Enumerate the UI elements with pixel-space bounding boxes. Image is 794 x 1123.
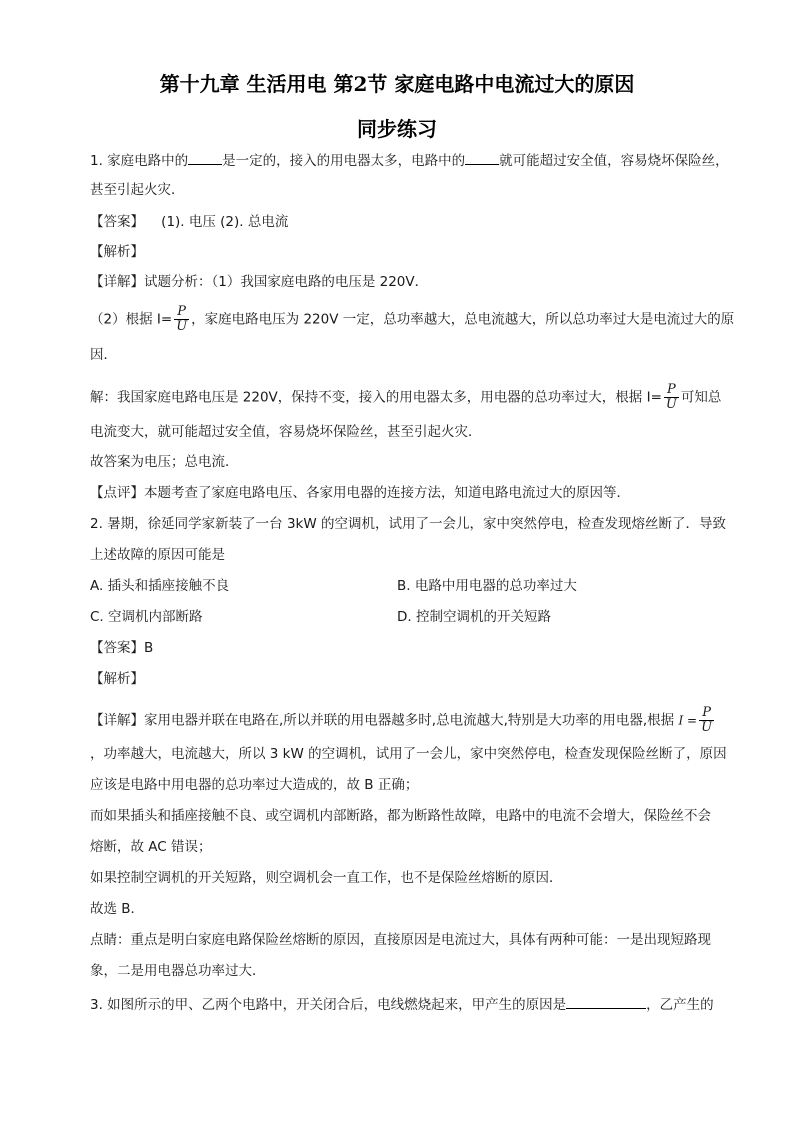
q1-detail-2: （2）根据 I= $\frac{P}{U}$ ，家庭电路电压为 220V 一定，总功率越大，总电流越大，所以总功率过大是电流过大的原 [90,304,735,334]
q1-analysis-tag: 【解析】 [90,244,144,260]
q2-detail-1: 【详解】家用电器并联在电路在,所以并联的用电器越多时,总电流越大,特别是大功率的用电器,根据 I = $\frac{P}{U}$ [90,705,713,735]
q1-final: 故答案为电压；总电流． [90,454,239,470]
q2-options-row-2 [90,607,720,627]
q1-detail-1: 【详解】试题分析：（1）我国家庭电路的电压是 220V． [90,274,429,290]
q2-analysis-tag: 【解析】 [90,671,144,687]
page-title: 第十九章 生活用电 第2节 家庭电路中电流过大的原因 [159,72,635,96]
q1-answer: 【答案】 (1). 电压 (2). 总电流 [90,214,289,230]
q2-detail-3: 应该是电路中用电器的总功率过大造成的，故 B 正确； [90,777,419,793]
page-subtitle: 同步练习 [357,117,437,141]
q1-line-1: 1. 家庭电路中的 是一定的，接入的用电器太多，电路中的 就可能超过安全值，容易烧坏保险丝， [90,150,720,171]
q2-point-1: 点睛：重点是明白家庭电路保险丝熔断的原因，直接原因是电流过大，具体有两种可能：一是出现短路现 [90,932,711,948]
q2-line-2: 上述故障的原因可能是 [90,547,225,563]
q2-option-d: D. 控制空调机的开关短路 [397,609,551,625]
q2-line-1: 2. 暑期，徐延同学家新装了一台 3kW 的空调机，试用了一会儿，家中突然停电，检查发现熔丝断了．导致 [90,516,727,532]
q2-option-b: B. 电路中用电器的总功率过大 [397,578,577,594]
q1-blank-2 [465,150,499,165]
q1-blank-1 [188,150,222,165]
q2-detail-2: ，功率越大，电流越大，所以 3 kW 的空调机，试用了一会儿，家中突然停电，检查发现保险丝断了，原因 [90,746,727,762]
q2-option-c: C. 空调机内部断路 [90,609,203,625]
formula-fraction: $\frac{P}{U}$ [176,304,188,334]
q1-solution-1: 解：我国家庭电路电压是 220V，保持不变，接入的用电器太多，用电器的总功率过大，根据 I= $\frac{P}{U}$ 可知总 [90,382,722,412]
q2-detail-6: 如果控制空调机的开关短路，则空调机会一直工作，也不是保险丝熔断的原因． [90,870,563,886]
q1-solution-2: 电流变大，就可能超过安全值，容易烧坏保险丝，甚至引起火灾． [90,424,482,440]
q1-line-2: 甚至引起火灾． [90,182,185,198]
q3-line-1: 3. 如图所示的甲、乙两个电路中，开关闭合后，电线燃烧起来，甲产生的原因是 ，乙产生的 [90,994,720,1015]
q1-comment: 【点评】本题考查了家庭电路电压、各家用电器的连接方法，知道电路电流过大的原因等． [90,485,630,501]
q3-blank-1 [566,994,646,1009]
q2-answer: 【答案】B [90,640,154,656]
q2-point-2: 象，二是用电器总功率过大． [90,963,266,979]
q2-option-a: A. 插头和插座接触不良 [90,578,230,594]
q2-detail-5: 熔断，故 AC 错误； [90,839,212,855]
q2-detail-7: 故选 B． [90,901,145,917]
formula-fraction: $\frac{P}{U}$ [701,705,713,735]
q1-detail-3: 因． [90,347,117,363]
q2-detail-4: 而如果插头和插座接触不良、或空调机内部断路，都为断路性故障，电路中的电流不会增大，保险丝不会 [90,808,711,824]
formula-fraction: $\frac{P}{U}$ [665,382,677,412]
q2-options-row-1 [90,576,720,596]
